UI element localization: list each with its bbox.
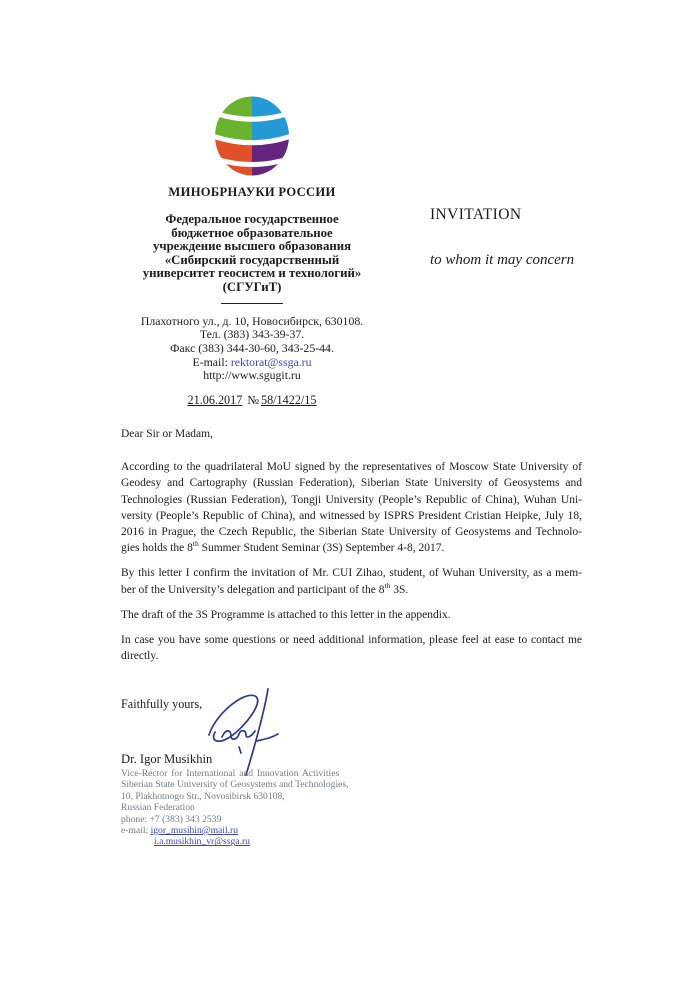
body-line: gies holds the 8th Summer Student Seminar (3S) September 4-8, 2017. bbox=[121, 539, 445, 555]
letter-date: 21.06.2017 bbox=[187, 393, 243, 408]
ministry-name: МИНОБРНАУКИ РОССИИ bbox=[168, 185, 336, 199]
phone-line: Тел. (383) 343-39-37. bbox=[199, 327, 305, 342]
university-globe-logo bbox=[207, 94, 297, 178]
fax-line: Факс (383) 344-30-60, 343-25-44. bbox=[170, 340, 334, 355]
letterhead-divider bbox=[221, 303, 283, 304]
body-line: ber of the University’s delegation and participant of the 8th 3S. bbox=[121, 580, 409, 596]
body-line: By this letter I confirm the invitation of Mr. CUI Zihao, student, of Wuhan University, as a mem- bbox=[121, 567, 582, 580]
signatory-email-line-2 bbox=[154, 836, 373, 847]
musikhin-ssga-link[interactable]: i.a.musikhin_vr@ssga.ru bbox=[154, 836, 250, 848]
paragraph-programme bbox=[121, 607, 582, 623]
signatory-address: 10, Plakhotnogo Str., Novosibirsk 630108, bbox=[121, 790, 285, 802]
body-line: 2016 in Prague, the Czech Republic, the Siberian State University of Geosystems and Technolo- bbox=[121, 526, 582, 539]
body-line: The draft of the 3S Programme is attached to this letter in the appendix. bbox=[121, 608, 451, 621]
org-line: «Сибирский государственный bbox=[164, 252, 340, 267]
signatory-details-block bbox=[121, 768, 373, 848]
date-reference-line bbox=[85, 393, 419, 408]
number-sign: № bbox=[247, 393, 259, 408]
body-line: Geodesy and Cartography (Russian Federation), Siberian State University of Geosystems and bbox=[121, 477, 582, 490]
body-line: In case you have some questions or need additional information, please feel at ease to contact me bbox=[121, 634, 582, 647]
org-line: Федеральное государственное bbox=[165, 212, 339, 226]
letterhead-contact-block bbox=[85, 315, 419, 384]
letterhead-right-column bbox=[430, 206, 574, 269]
body-line: versity (People’s Republic of China), and witnessed by ISPRS President Cristian Heipke, July 18, bbox=[121, 509, 582, 522]
invitation-title: INVITATION bbox=[430, 206, 522, 223]
paragraph-mou bbox=[121, 459, 582, 556]
globe-band-top-right bbox=[207, 94, 297, 117]
footer-email-label: e-mail: bbox=[121, 825, 151, 837]
signatory-country: Russian Federation bbox=[121, 802, 195, 814]
musihin-mail-link[interactable]: igor_musihin@mail.ru bbox=[150, 825, 239, 837]
signatory-email-line bbox=[121, 825, 373, 836]
invitation-addressee: to whom it may concern bbox=[430, 252, 575, 268]
paragraph-contact bbox=[121, 632, 582, 664]
letterhead-left-column bbox=[85, 94, 419, 408]
ordinal-superscript: th bbox=[192, 539, 199, 549]
valediction: Faithfully yours, bbox=[121, 697, 203, 711]
salutation: Dear Sir or Madam, bbox=[121, 428, 213, 440]
signatory-name: Dr. Igor Musikhin bbox=[121, 752, 213, 766]
org-line: (СГУГиТ) bbox=[222, 279, 282, 294]
signatory-organization: Siberian State University of Geosystems and Technologies, bbox=[121, 779, 349, 791]
body-line: Technologies (Russian Federation), Tongji University (People’s Republic of China), Wuhan Uni- bbox=[121, 493, 582, 506]
ordinal-superscript: th bbox=[384, 580, 391, 590]
paragraph-confirmation bbox=[121, 565, 582, 597]
signature-handwriting bbox=[201, 685, 291, 779]
rektorat-email-link[interactable]: rektorat@ssga.ru bbox=[230, 354, 312, 369]
email-label: E-mail: bbox=[192, 354, 231, 369]
org-line: университет геосистем и технологий» bbox=[142, 266, 362, 281]
org-line: учреждение высшего образования bbox=[152, 239, 352, 254]
university-full-name bbox=[85, 213, 419, 295]
website-line: http://www.sgugit.ru bbox=[203, 368, 301, 383]
org-line: бюджетное образовательное bbox=[171, 225, 333, 240]
signatory-phone: phone: +7 (383) 343 2539 bbox=[121, 813, 222, 825]
reference-number: 58/1422/15 bbox=[260, 393, 317, 408]
body-line: directly. bbox=[121, 650, 159, 663]
body-line: According to the quadrilateral MoU signed by the representatives of Moscow State University of bbox=[121, 461, 582, 474]
email-line bbox=[85, 356, 419, 370]
postal-address: Плахотного ул., д. 10, Новосибирск, 630108. bbox=[140, 313, 364, 328]
letter-body bbox=[121, 426, 582, 673]
signatory-title: Vice-Rector for International and Innovation Activities bbox=[121, 768, 340, 779]
